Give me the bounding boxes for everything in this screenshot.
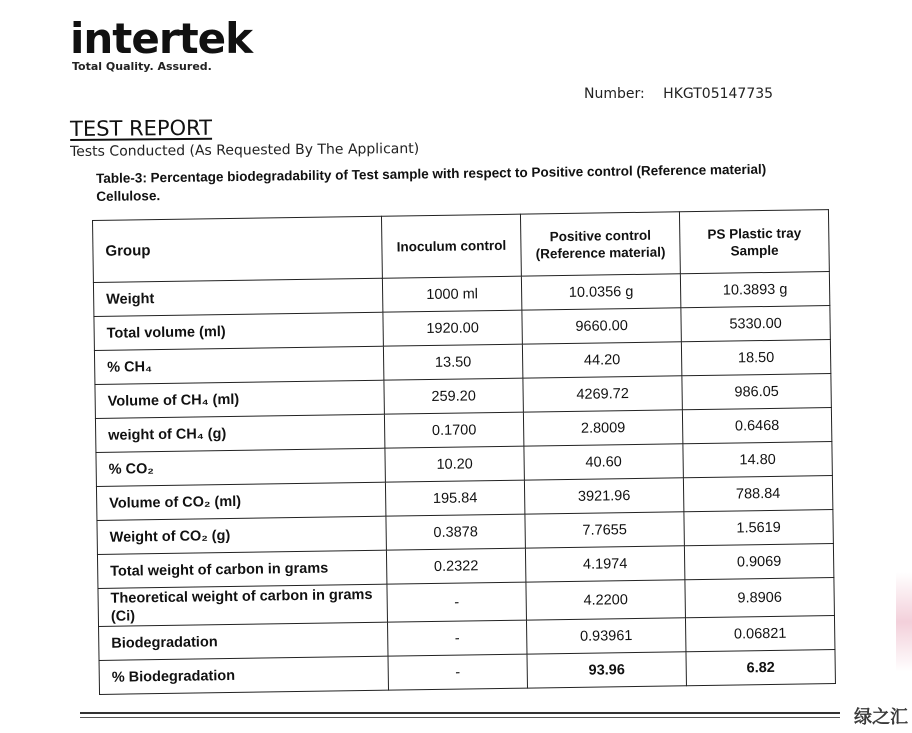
cell-inoculum: 195.84 [385, 480, 524, 516]
row-label: % CH₄ [94, 346, 383, 384]
cell-positive: 44.20 [522, 342, 681, 378]
cell-positive: 2.8009 [523, 410, 682, 446]
cell-positive: 4.1974 [525, 546, 684, 582]
cell-sample: 0.9069 [684, 544, 833, 580]
cell-sample: 0.06821 [685, 616, 834, 652]
report-subtitle: Tests Conducted (As Requested By The Applicant) [70, 140, 420, 160]
footer-line [80, 712, 840, 714]
tagline: Total Quality. Assured. [72, 60, 212, 73]
results-table [92, 209, 836, 695]
cell-positive: 0.93961 [526, 618, 685, 654]
row-label: Weight [93, 278, 382, 316]
row-label: Volume of CO₂ (ml) [96, 482, 385, 520]
number-value: HKGT05147735 [663, 86, 774, 102]
watermark: 绿之汇 [854, 707, 908, 728]
cell-inoculum: 1920.00 [383, 310, 522, 346]
results-table-wrapper [92, 209, 836, 695]
cell-sample: 18.50 [681, 340, 830, 376]
row-label: Volume of CH₄ (ml) [95, 380, 384, 418]
cell-sample: 0.6468 [682, 408, 831, 444]
row-label: weight of CH₄ (g) [95, 414, 384, 452]
cell-positive: 4269.72 [523, 376, 682, 412]
logo [70, 14, 252, 73]
table-header-row [93, 210, 830, 283]
cell-inoculum: 13.50 [383, 344, 522, 380]
cell-inoculum: 259.20 [384, 378, 523, 414]
cell-inoculum: - [387, 582, 527, 622]
logo-text: intertek [70, 14, 253, 63]
cell-sample: 5330.00 [681, 306, 830, 342]
row-label: Theoretical weight of carbon in grams (Ci) [98, 584, 388, 626]
row-label: % CO₂ [96, 448, 385, 486]
cell-inoculum: 1000 ml [382, 276, 521, 312]
cell-positive: 40.60 [524, 444, 683, 480]
caption-line-2: Cellulose. [96, 188, 161, 204]
stamp-edge-mark [896, 572, 912, 672]
cell-positive: 4.2200 [526, 580, 686, 620]
cell-positive: 7.7655 [525, 512, 684, 548]
row-label: Weight of CO₂ (g) [97, 516, 386, 554]
row-label: Biodegradation [99, 622, 388, 660]
cell-sample: 10.3893 g [680, 272, 829, 308]
caption-line-1: Table-3: Percentage biodegradability of Test sample with respect to Positive control (Reference material) [96, 161, 767, 186]
cell-positive: 93.96 [527, 652, 686, 688]
cell-positive: 9660.00 [522, 308, 681, 344]
cell-inoculum: - [388, 654, 527, 690]
row-label: Total weight of carbon in grams [97, 550, 386, 588]
header-group: Group [93, 216, 383, 282]
cell-inoculum: 10.20 [385, 446, 524, 482]
row-label: Total volume (ml) [94, 312, 383, 350]
cell-sample: 6.82 [686, 650, 835, 686]
footer-line [80, 717, 840, 718]
header-ps-sample: PS Plastic tray Sample [679, 210, 829, 274]
header-positive-control: Positive control (Reference material) [520, 212, 680, 276]
cell-inoculum: 0.2322 [386, 548, 525, 584]
footer-rule [80, 712, 840, 718]
cell-sample: 1.5619 [684, 510, 833, 546]
cell-inoculum: 0.1700 [384, 412, 523, 448]
report-title: TEST REPORT [70, 115, 213, 141]
cell-sample: 9.8906 [685, 578, 835, 618]
table-caption [96, 159, 856, 206]
header-inoculum: Inoculum control [381, 214, 521, 278]
row-label: % Biodegradation [99, 656, 388, 694]
cell-positive: 10.0356 g [521, 274, 680, 310]
cell-sample: 14.80 [683, 442, 832, 478]
cell-sample: 986.05 [682, 374, 831, 410]
report-number [584, 86, 773, 102]
cell-inoculum: - [387, 620, 526, 656]
cell-inoculum: 0.3878 [386, 514, 525, 550]
cell-sample: 788.84 [683, 476, 832, 512]
number-label: Number: [584, 86, 645, 102]
cell-positive: 3921.96 [524, 478, 683, 514]
